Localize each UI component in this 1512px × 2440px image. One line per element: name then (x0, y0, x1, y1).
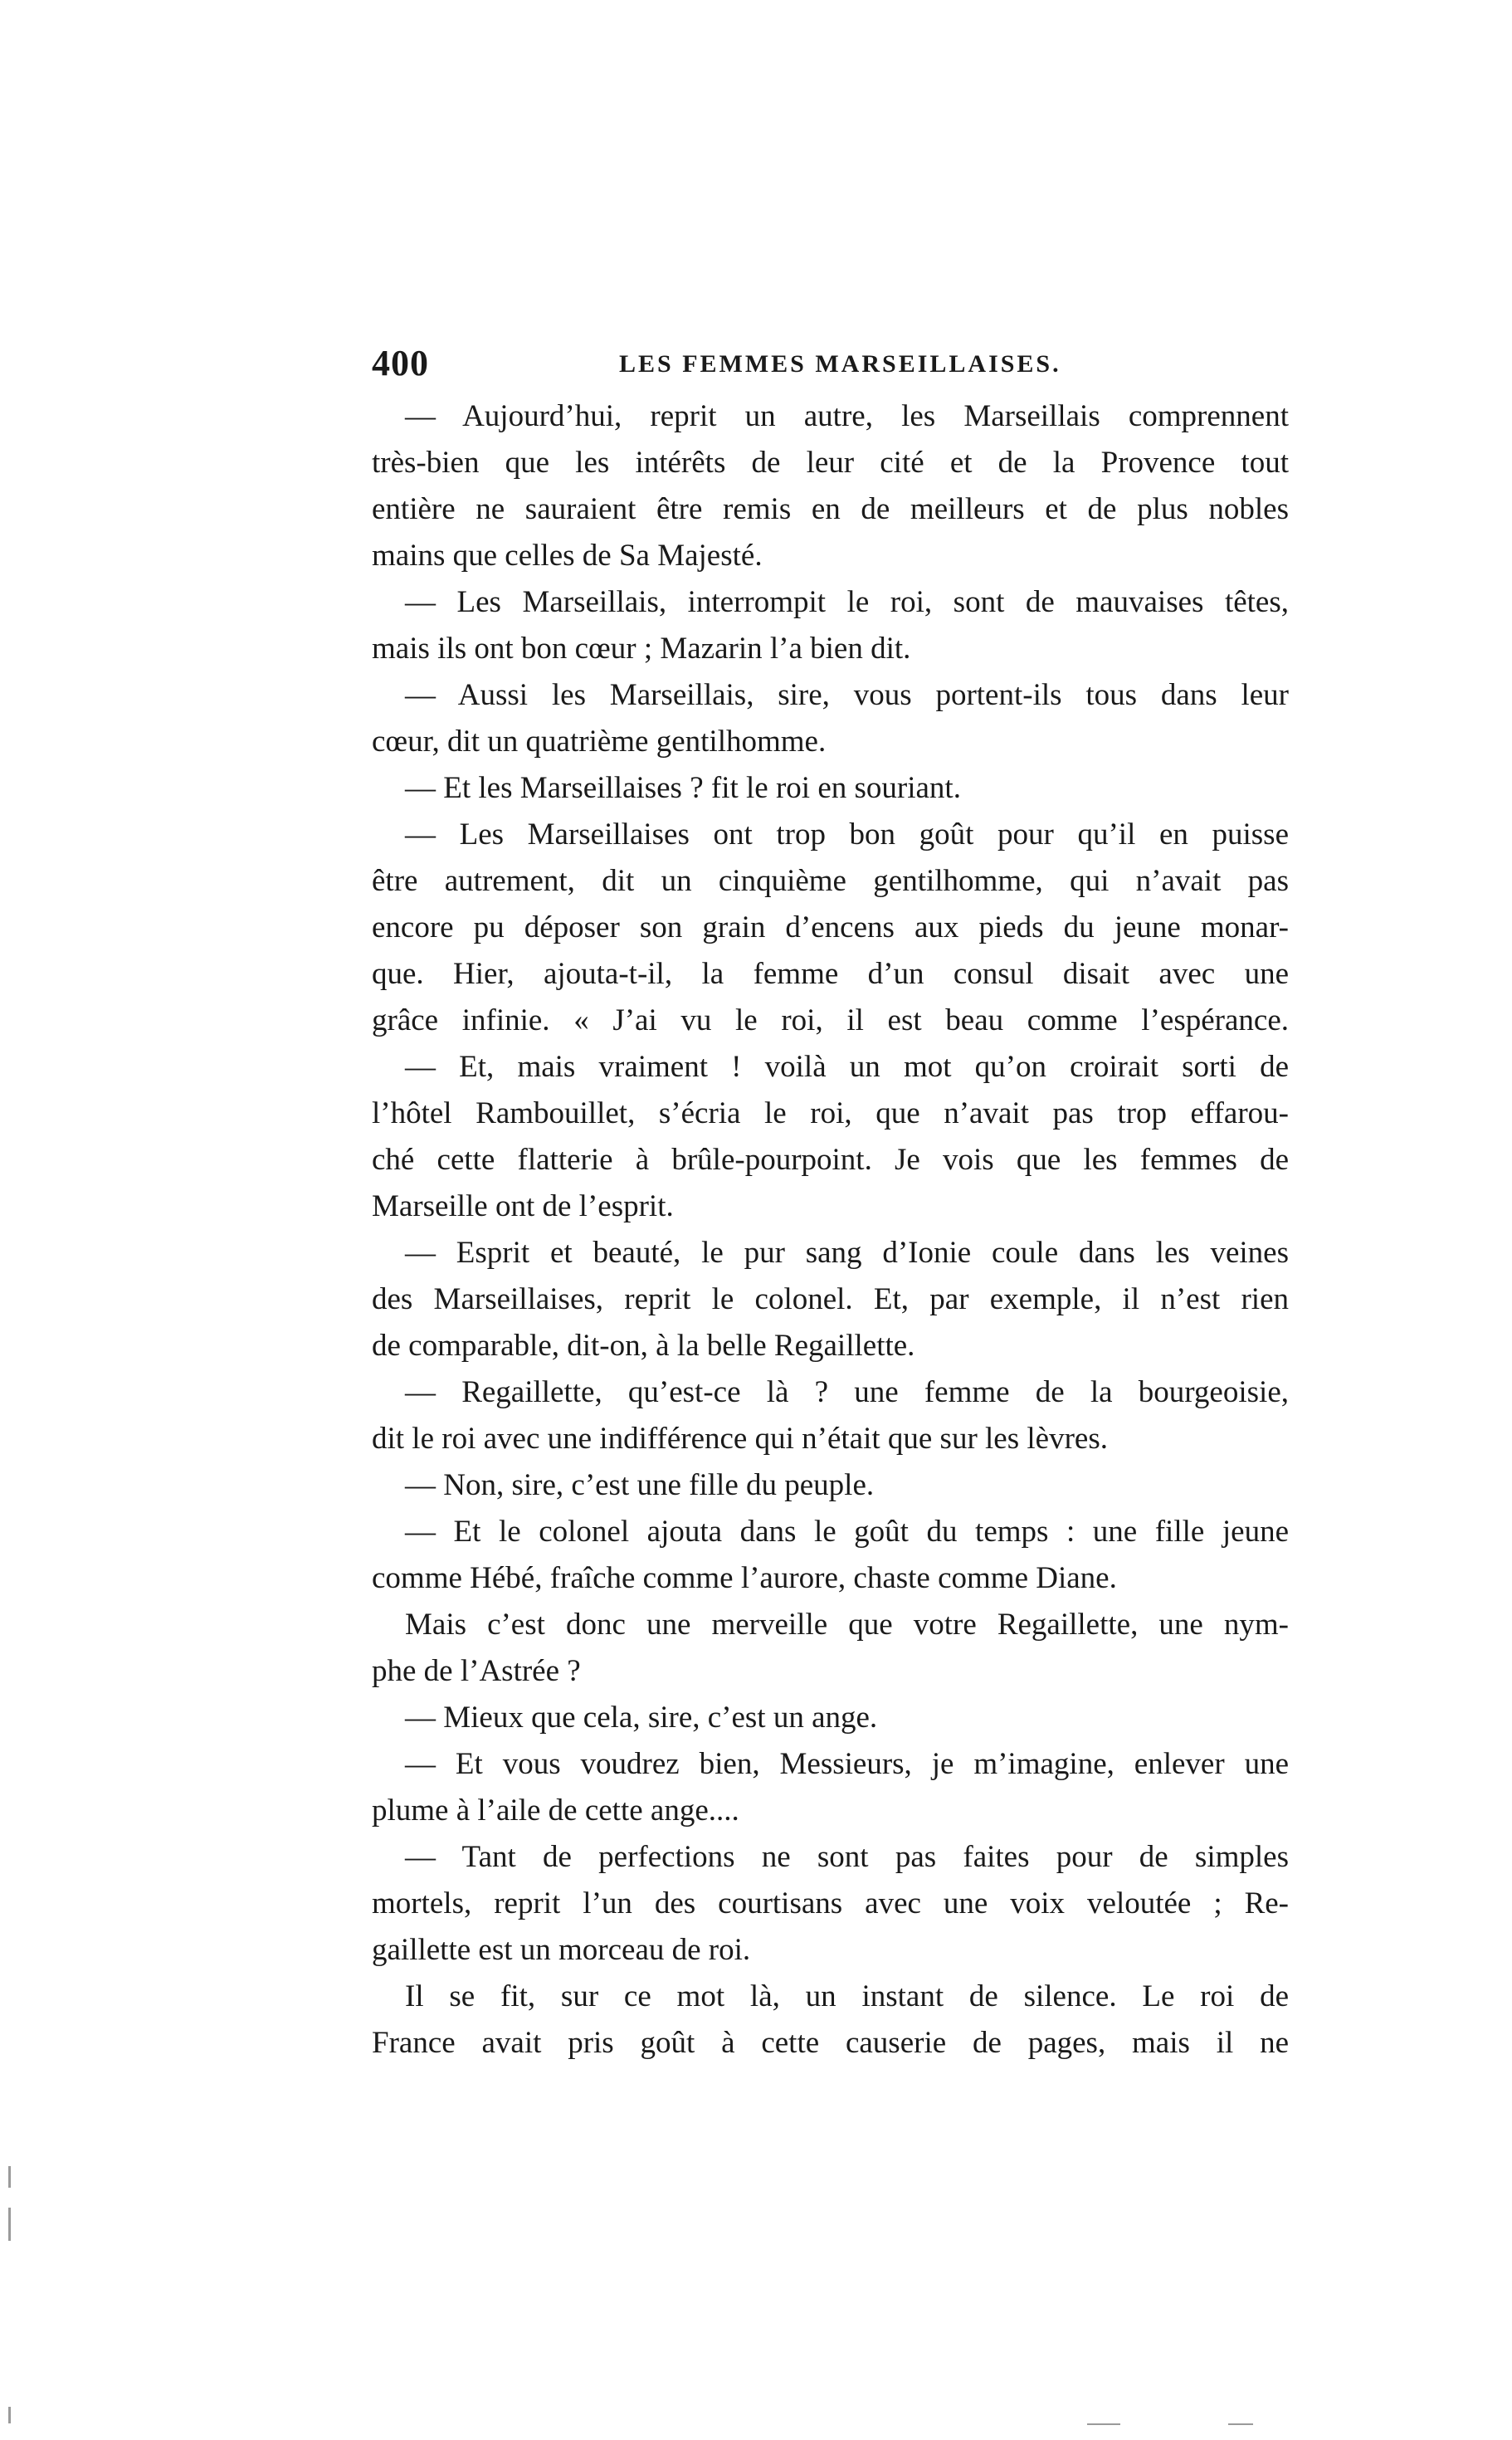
text-line: de comparable, dit-on, à la belle Regaillette. (372, 1329, 915, 1363)
scan-speck (1087, 2423, 1120, 2425)
text-line: plume à l’aile de cette ange.... (372, 1793, 739, 1828)
text-line: France avait pris goût à cette causerie de pages, mais il ne (372, 2026, 1289, 2060)
text-line: cœur, dit un quatrième gentilhomme. (372, 725, 827, 759)
text-line: mais ils ont bon cœur ; Mazarin l’a bien dit. (372, 632, 911, 666)
text-line: — Et vous voudrez bien, Messieurs, je m’imagine, enlever une (405, 1747, 1289, 1781)
text-line: dit le roi avec une indifférence qui n’était que sur les lèvres. (372, 1422, 1108, 1456)
text-line: que. Hier, ajouta-t-il, la femme d’un consul disait avec une (372, 957, 1289, 991)
body-text (372, 393, 1289, 2067)
text-line: être autrement, dit un cinquième gentilhomme, qui n’avait pas (372, 864, 1289, 898)
text-line: mortels, reprit l’un des courtisans avec une voix veloutée ; Re- (372, 1886, 1289, 1920)
text-line: — Aussi les Marseillais, sire, vous portent-ils tous dans leur (405, 678, 1289, 712)
text-line: encore pu déposer son grain d’encens aux pieds du jeune monar- (372, 910, 1289, 944)
text-line: gaillette est un morceau de roi. (372, 1933, 751, 1967)
text-line: — Non, sire, c’est une fille du peuple. (405, 1468, 875, 1502)
text-line: — Mieux que cela, sire, c’est un ange. (405, 1701, 878, 1735)
text-line: ché cette flatterie à brûle-pourpoint. Je vois que les femmes de (372, 1143, 1289, 1177)
text-line: entière ne sauraient être remis en de meilleurs et de plus nobles (372, 492, 1289, 526)
text-line: phe de l’Astrée ? (372, 1654, 581, 1688)
text-line: — Les Marseillais, interrompit le roi, sont de mauvaises têtes, (405, 585, 1289, 619)
text-line: — Regaillette, qu’est-ce là ? une femme de la bourgeoisie, (405, 1375, 1289, 1409)
text-line: grâce infinie. « J’ai vu le roi, il est beau comme l’espérance. (372, 1003, 1289, 1037)
page-number: 400 (372, 343, 429, 383)
text-line: — Aujourd’hui, reprit un autre, les Marseillais comprennent (405, 399, 1289, 433)
text-line: Mais c’est donc une merveille que votre Regaillette, une nym- (405, 1608, 1289, 1642)
scan-speck (1228, 2423, 1253, 2425)
text-line: Il se fit, sur ce mot là, un instant de silence. Le roi de (405, 1979, 1289, 2013)
text-line: l’hôtel Rambouillet, s’écria le roi, que n’avait pas trop effarou- (372, 1096, 1289, 1130)
text-line: comme Hébé, fraîche comme l’aurore, chaste comme Diane. (372, 1561, 1117, 1595)
scan-speck (8, 2166, 11, 2188)
text-line: — Esprit et beauté, le pur sang d’Ionie coule dans les veines (405, 1236, 1289, 1270)
text-line: des Marseillaises, reprit le colonel. Et, par exemple, il n’est rien (372, 1282, 1289, 1316)
page-header (372, 342, 1289, 392)
text-line: — Et, mais vraiment ! voilà un mot qu’on croirait sorti de (405, 1050, 1289, 1084)
text-line: — Et les Marseillaises ? fit le roi en souriant. (405, 771, 961, 805)
text-line: Marseille ont de l’esprit. (372, 1189, 674, 1223)
scan-speck (8, 2208, 11, 2241)
text-line: — Les Marseillaises ont trop bon goût pour qu’il en puisse (405, 817, 1289, 852)
text-line: très-bien que les intérêts de leur cité et de la Provence tout (372, 446, 1289, 480)
text-line: — Tant de perfections ne sont pas faites pour de simples (405, 1840, 1289, 1874)
text-line: — Et le colonel ajouta dans le goût du temps : une fille jeune (405, 1515, 1289, 1549)
scan-speck (8, 2407, 11, 2423)
running-title: LES FEMMES MARSEILLAISES. (619, 350, 1061, 378)
text-line: mains que celles de Sa Majesté. (372, 539, 763, 573)
